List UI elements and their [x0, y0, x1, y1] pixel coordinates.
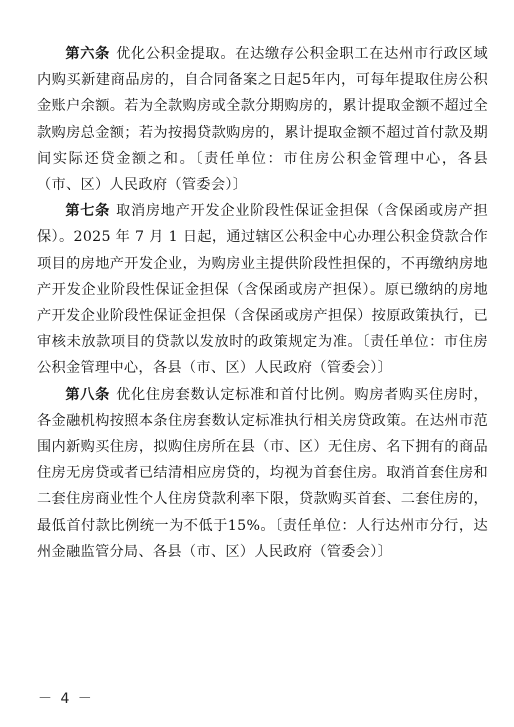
page-number: － 4 － — [38, 691, 94, 707]
article-7-label: 第七条 — [65, 203, 111, 220]
article-6-label: 第六条 — [65, 46, 111, 62]
article-8 — [37, 382, 488, 565]
article-8-label: 第八条 — [65, 386, 111, 403]
article-6 — [37, 41, 488, 198]
article-7-body: 取消房地产开发企业阶段性保证金担保（含保函或房产担保）。2025 年 7 月 1 日起，通过辖区公积金中心办理公积金贷款合作项目的房地产开发企业，为购房业主提供阶段性担保的，不再缴纳房地产开发企业阶段性保证金担保（含保函或房产担保）。原已缴纳的房地产开发企业阶段性保证金担保（含保函或房产担保）按原政策执行，已审核未放款项目的贷款以发放时的政策规定为准。〔责任单位：市住房公积金管理中心，各县（市、区）人民政府（管委会）〕 — [37, 203, 488, 377]
article-8-body: 优化住房套数认定标准和首付比例。购房者购买住房时，各金融机构按照本条住房套数认定标准执行相关房贷政策。在达州市范围内新购买住房，拟购住房所在县（市、区）无住房、名下拥有的商品住房无房贷或者已结清相应房贷的，均视为首套住房。取消首套住房和二套住房商业性个人住房贷款利率下限，贷款购买首套、二套住房的，最低首付款比例统一为不低于15%。〔责任单位：人行达州市分行，达州金融监管分局、各县（市、区）人民政府（管委会）〕 — [37, 386, 488, 560]
article-7 — [37, 198, 488, 381]
article-6-body: 优化公积金提取。在达缴存公积金职工在达州市行政区域内购买新建商品房的，自合同备案之日起5年内，可每年提取住房公积金账户余额。若为全款购房或全款分期购房的，累计提取金额不超过全款购房总金额；若为按揭贷款购房的，累计提取金额不超过首付款及期间实际还贷金额之和。〔责任单位：市住房公积金管理中心，各县（市、区）人民政府（管委会）〕 — [37, 46, 488, 194]
